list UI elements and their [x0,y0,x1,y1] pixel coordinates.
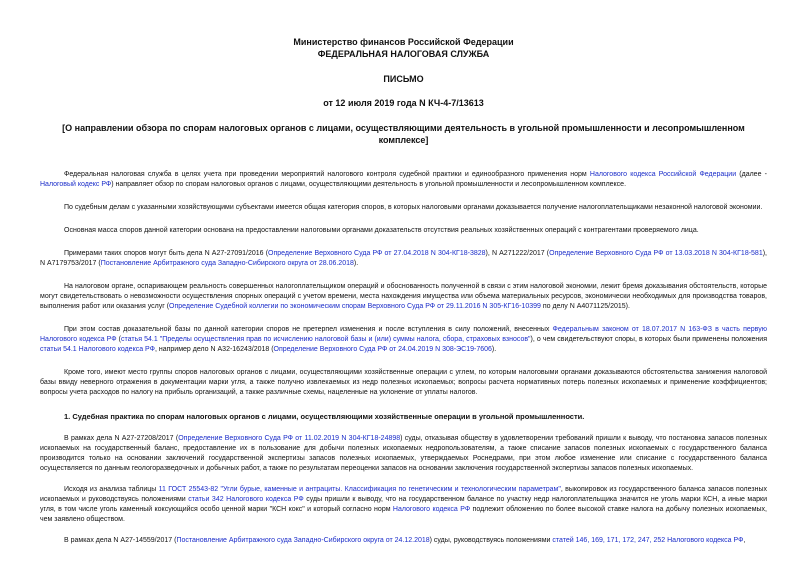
text-span: ) направляет обзор по спорам налоговых органов с лицами, осуществляющими деятельность в угольной промышленности и лесопромышленном комплексе. [111,181,627,188]
paragraph-4 [40,249,767,269]
link-tax-code-2[interactable]: Налогового кодекса РФ [392,506,471,513]
link-judicial-board-ruling[interactable]: Определение Судебной коллегии по экономическим спорам Верховного Суда РФ от 29.11.2016 N 305-КГ16-10399 [169,303,541,310]
document-body [40,146,767,546]
text-span: ). [353,260,359,267]
document-type: ПИСЬМО [383,74,424,84]
text-span: (далее - [736,171,767,178]
text-span: по делу N А4071125/2015). [540,303,630,310]
link-supreme-court-ruling-2[interactable]: Определение Верховного Суда РФ от 13.03.2018 N 304-КГ18-581 [549,250,763,257]
text-span: суды пришли к выводу, что на государственном балансе по участку недр налогоплательщика значится не уголь марки КСН, а иные марки угля, в том числе уголь каменный коксующийся особо ценной марки "КСН кокс" и который согласно норм [40,496,768,513]
link-tax-code[interactable]: Налогового кодекса Российской Федерации [589,171,737,178]
text-span: , [743,537,746,544]
link-federal-law[interactable]: Федеральным законом от 18.07.2017 N 163-ФЗ в часть первую Налогового кодекса РФ [40,326,767,343]
text-span: ), N А271222/2017 ( [485,250,550,257]
link-article-54-1-short[interactable]: статьи 54.1 Налогового кодекса РФ [40,346,155,353]
paragraph-6 [40,325,767,355]
link-tax-code-articles[interactable]: статей 146, 169, 171, 172, 247, 252 Налогового кодекса РФ [552,537,744,544]
text-span: подлежит обложению по более высокой ставке налога на добычу полезных ископаемых, чем заявлено обществом. [40,506,767,523]
text-span: При этом состав доказательной базы по данной категории споров не претерпел изменения и после вступления в силу положений, внесенных [64,326,553,333]
link-article-342[interactable]: статьи 342 Налогового кодекса РФ [188,496,304,503]
text-span: ) суды, отказывая обществу в удовлетворении требований пришли к выводу, что постановка запасов полезных ископаемых на государственный баланс, предоставление их в пользование для добычи полезных ископаемых недропользователям, а также списание запасов полезных ископаемых с государственного баланса производится только на основании заключений государственной экспертизы запасов полезных ископаемых, утверждаемых Роснедрами, при этом любое изменение или списание с государственного баланса осуществляется по данным геологоразведочных и добычных работ, а также по результатам переоценки запасов на основании заключения государственной экспертизы запасов полезных ископаемых. [40,435,767,472]
paragraph-7: Кроме того, имеют место группы споров налоговых органов с лицами, осуществляющими хозяйственные операции с углем, по которым налоговыми органами доказываются обстоятельства занижения налоговой базы ввиду неверного отражения в документации марки угля, а также получно извлекаемых из недр полезных ископаемых; вопросы расчета нормативных потерь полезных ископаемых и применение коэффициентов; вопросы учета расходов по налогу на прибыль организаций, а также различные схемы, нацеленные на уклонение от уплаты налогов. [40,369,767,396]
text-span: Федеральная налоговая служба в целях учета при проведении мероприятий налогового контроля судебной практики и единообразного применения норм [64,171,590,178]
text-span: В рамках дела N А27-27208/2017 ( [64,435,179,442]
link-article-54-1[interactable]: статья 54.1 "Пределы осуществления прав по исчислению налоговой базы и (или) суммы налога, сбора, страховых взносов" [121,336,531,343]
service-name: ФЕДЕРАЛЬНАЯ НАЛОГОВАЯ СЛУЖБА [317,49,490,59]
link-supreme-court-ruling-4[interactable]: Определение Верховного Суда РФ от 11.02.2019 N 304-КГ18-24898 [178,435,401,442]
paragraph-2: По судебным делам с указанными хозяйствующими субъектами имеется общая категория споров, в которых налоговыми органами доказывается получение налогоплательщиками незаконной налоговой экономии. [64,204,763,211]
paragraph-9 [40,485,767,525]
text-span: ), N А7179753/2017 ( [40,250,767,267]
link-supreme-court-ruling-3[interactable]: Определение Верховного Суда РФ от 24.04.2019 N 308-ЭС19-7606 [273,346,492,353]
text-span: , выкопировок из государственного баланса запасов полезных ископаемых и руководствуясь положениями [40,486,767,503]
link-supreme-court-ruling-1[interactable]: Определение Верховного Суда РФ от 27.04.2018 N 304-КГ18-3828 [268,250,486,257]
text-span: На налоговом органе, оспаривающем реальность совершенных налогоплательщиком операций и обоснованность полученной в связи с этим налоговой экономии, лежит бремя доказывания обстоятельств, которые могут свидетельствовать о невозможности осуществления спорных операций с учетом времени, места нахождения имущества или объема материальных ресурсов, экономически необходимых для производства товаров, выполнения работ или оказания услуг ( [40,283,767,310]
paragraph-3: Основная масса споров данной категории основана на предоставлении налоговыми органами доказательств отсутствия реальных хозяйственных операций с контрагентами проверяемого лица. [64,227,699,234]
document-subject: [О направлении обзора по спорам налоговых органов с лицами, осуществляющими деятельность в угольной промышленности и лесопромышленном комплексе] [62,123,745,145]
link-tax-code-short[interactable]: Налоговый кодекс РФ [40,181,112,188]
text-span: ( [116,336,122,343]
text-span: , например дело N А32-16243/2018 ( [154,346,274,353]
ministry-name: Министерство финансов Российской Федерации [293,37,514,47]
link-arbitration-resolution-2[interactable]: Постановление Арбитражного суда Западно-Сибирского округа от 24.12.2018 [176,537,430,544]
link-gost-table[interactable]: 11 ГОСТ 25543-82 "Угли бурые, каменные и антрациты. Классификация по генетическим и технологическим параметрам" [158,486,561,493]
document-date-number: от 12 июля 2019 года N КЧ-4-7/13613 [323,98,484,108]
link-arbitration-resolution[interactable]: Постановление Арбитражного суда Западно-Сибирского округа от 28.06.2018 [100,260,354,267]
document-header [40,0,767,146]
text-span: В рамках дела N А27-14559/2017 ( [64,537,177,544]
paragraph-1 [40,170,767,190]
paragraph-8 [40,434,767,474]
text-span: Исходя из анализа таблицы [64,486,159,493]
text-span: ), о чем свидетельствуют споры, в которых были применены положения [530,336,767,343]
paragraph-5 [40,282,767,312]
paragraph-10 [40,536,767,546]
section-heading-1: 1. Судебная практика по спорам налоговых органов с лицами, осуществляющими хозяйственные операции в угольной промышленности. [64,412,585,421]
text-span: ) суды, руководствуясь положениями [429,537,553,544]
text-span: Примерами таких споров могут быть дела N А27-27091/2016 ( [64,250,269,257]
text-span: ). [491,346,497,353]
